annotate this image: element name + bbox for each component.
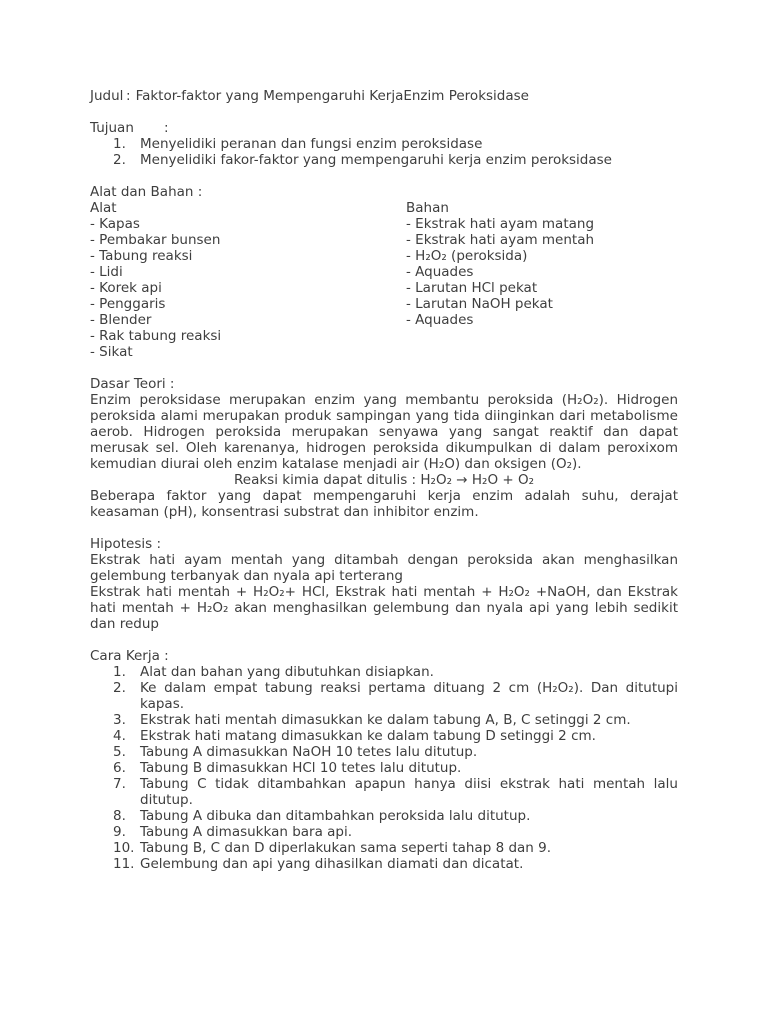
alat-item: - Lidi (90, 264, 123, 280)
list-item-text: Ke dalam empat tabung reaksi pertama dituang 2 cm (H₂O₂). Dan ditutupi kapas. (140, 680, 678, 712)
hipotesis-heading: Hipotesis : (90, 536, 161, 552)
cara-kerja-item (90, 728, 678, 744)
list-item-text: Tabung A dibuka dan ditambahkan peroksida lalu ditutup. (140, 808, 531, 824)
tujuan-label: Tujuan (90, 120, 134, 136)
cara-kerja-item (90, 712, 678, 728)
list-item-text: Ekstrak hati matang dimasukkan ke dalam tabung D setinggi 2 cm. (140, 728, 596, 744)
hipotesis-section (90, 536, 678, 632)
bahan-item: - Larutan HCl pekat (406, 280, 538, 296)
cara-kerja-item (90, 776, 678, 808)
list-number: 1. (113, 136, 126, 152)
judul-separator: : (126, 88, 131, 104)
alat-item: - Penggaris (90, 296, 166, 312)
reaction-equation: Reaksi kimia dapat ditulis : H₂O₂ → H₂O + O₂ (234, 472, 534, 488)
bahan-item: - Larutan NaOH pekat (406, 296, 553, 312)
list-number: 4. (113, 728, 126, 744)
list-number: 11. (113, 856, 135, 872)
dasar-teori-heading: Dasar Teori : (90, 376, 175, 392)
tujuan-separator: : (164, 120, 169, 136)
cara-kerja-item (90, 664, 678, 680)
list-number: 2. (113, 152, 126, 168)
list-number: 1. (113, 664, 126, 680)
list-item-text: Tabung B dimasukkan HCl 10 tetes lalu ditutup. (140, 760, 462, 776)
tujuan-heading (90, 120, 678, 136)
judul-label: Judul (90, 88, 124, 104)
cara-kerja-item (90, 824, 678, 840)
cara-kerja-item (90, 760, 678, 776)
alat-column (90, 200, 406, 360)
list-number: 3. (113, 712, 126, 728)
alat-bahan-heading: Alat dan Bahan : (90, 184, 203, 200)
alat-item: - Tabung reaksi (90, 248, 193, 264)
cara-kerja-heading: Cara Kerja : (90, 648, 169, 664)
list-number: 9. (113, 824, 126, 840)
bahan-item: - Aquades (406, 312, 474, 328)
list-item-text: Tabung C tidak ditambahkan apapun hanya diisi ekstrak hati mentah lalu ditutup. (140, 776, 678, 808)
dasar-teori-paragraph: Enzim peroksidase merupakan enzim yang membantu peroksida (H₂O₂). Hidrogen peroksida alami merupakan produk sampingan yang tida diinginkan dari metabolisme aerob. Hidrogen peroksida merupakan senyawa yang sangat reaktif dan dapat merusak sel. Oleh karenanya, hidrogen peroksida dikumpulkan di dalam peroxixom kemudian diurai oleh enzim katalase menjadi air (H₂O) dan oksigen (O₂). (90, 392, 678, 472)
bahan-header: Bahan (406, 200, 449, 216)
list-number: 10. (113, 840, 135, 856)
list-item-text: Tabung B, C dan D diperlakukan sama seperti tahap 8 dan 9. (140, 840, 552, 856)
dasar-teori-section (90, 376, 678, 520)
cara-kerja-item (90, 680, 678, 712)
alat-item: - Kapas (90, 216, 140, 232)
dasar-teori-paragraph-2: Beberapa faktor yang dapat mempengaruhi kerja enzim adalah suhu, derajat keasaman (pH), konsentrasi substrat dan inhibitor enzim. (90, 488, 678, 520)
alat-item: - Sikat (90, 344, 133, 360)
list-number: 5. (113, 744, 126, 760)
bahan-item: - Ekstrak hati ayam mentah (406, 232, 595, 248)
tujuan-item (90, 136, 678, 152)
cara-kerja-item (90, 840, 678, 856)
judul-row (90, 88, 678, 104)
tujuan-section (90, 120, 678, 168)
list-item-text: Menyelidiki peranan dan fungsi enzim peroksidase (140, 136, 483, 152)
cara-kerja-item (90, 808, 678, 824)
bahan-item: - Aquades (406, 264, 474, 280)
list-number: 7. (113, 776, 126, 792)
hipotesis-paragraph: Ekstrak hati ayam mentah yang ditambah dengan peroksida akan menghasilkan gelembung terbanyak dan nyala api terterang (90, 552, 678, 584)
list-item-text: Tabung A dimasukkan bara api. (140, 824, 353, 840)
alat-item: - Korek api (90, 280, 162, 296)
tujuan-list (90, 136, 678, 168)
alat-bahan-columns (90, 200, 678, 360)
list-item-text: Gelembung dan api yang dihasilkan diamati dan dicatat. (140, 856, 524, 872)
alat-item: - Rak tabung reaksi (90, 328, 222, 344)
hipotesis-paragraph-2: Ekstrak hati mentah + H₂O₂+ HCl, Ekstrak hati mentah + H₂O₂ +NaOH, dan Ekstrak hati mentah + H₂O₂ akan menghasilkan gelembung dan nyala api yang lebih sedikit dan redup (90, 584, 678, 632)
cara-kerja-list (90, 664, 678, 872)
list-number: 8. (113, 808, 126, 824)
bahan-column (406, 200, 678, 360)
alat-item: - Blender (90, 312, 152, 328)
cara-kerja-item (90, 744, 678, 760)
list-number: 2. (113, 680, 126, 696)
judul-text: Faktor-faktor yang Mempengaruhi KerjaEnzim Peroksidase (135, 88, 529, 104)
list-item-text: Tabung A dimasukkan NaOH 10 tetes lalu ditutup. (140, 744, 478, 760)
alat-header: Alat (90, 200, 117, 216)
cara-kerja-section (90, 648, 678, 872)
bahan-item: - H₂O₂ (peroksida) (406, 248, 528, 264)
list-number: 6. (113, 760, 126, 776)
bahan-item: - Ekstrak hati ayam matang (406, 216, 595, 232)
list-item-text: Ekstrak hati mentah dimasukkan ke dalam tabung A, B, C setinggi 2 cm. (140, 712, 631, 728)
tujuan-item (90, 152, 678, 168)
alat-bahan-section (90, 184, 678, 360)
list-item-text: Alat dan bahan yang dibutuhkan disiapkan. (140, 664, 434, 680)
cara-kerja-item (90, 856, 678, 872)
alat-item: - Pembakar bunsen (90, 232, 221, 248)
list-item-text: Menyelidiki fakor-faktor yang mempengaruhi kerja enzim peroksidase (140, 152, 612, 168)
